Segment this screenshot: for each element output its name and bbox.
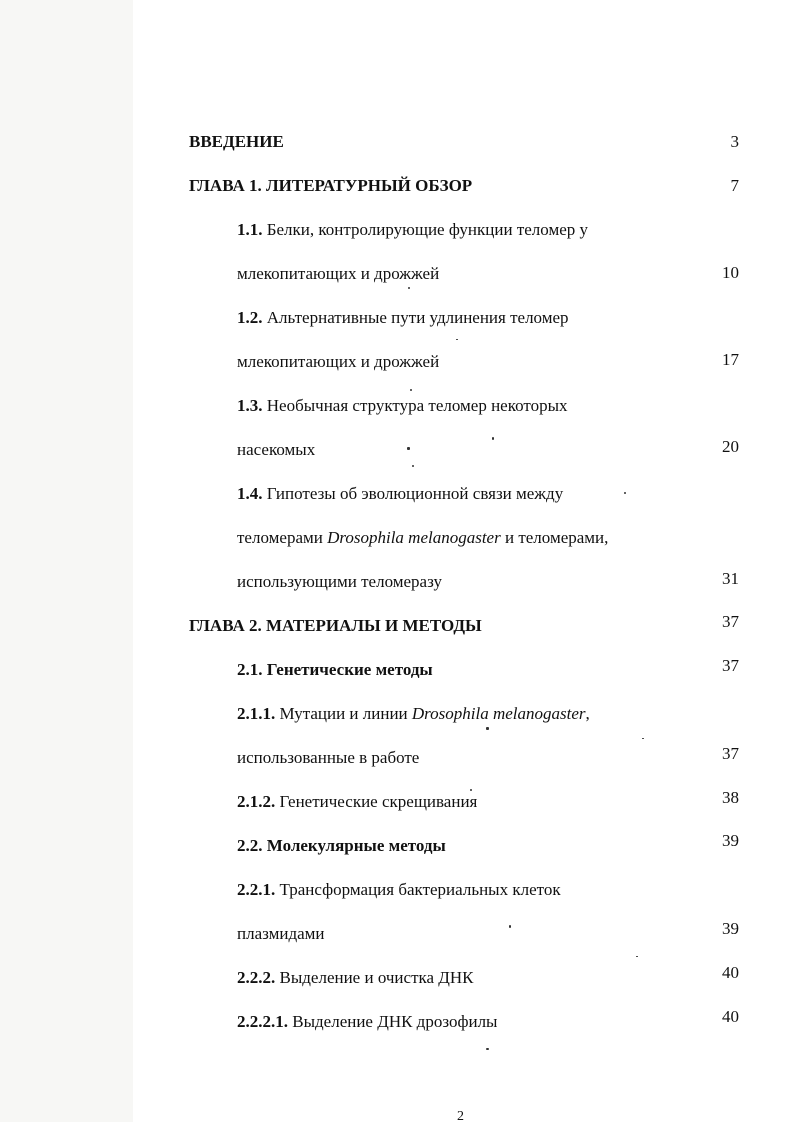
scan-speck bbox=[410, 389, 412, 391]
section-number: 2.2.2. bbox=[237, 968, 276, 987]
section-number: 1.3. bbox=[237, 396, 263, 415]
section-title: 2.2. Молекулярные методы bbox=[237, 836, 446, 855]
toc-entry-vvedenie bbox=[189, 132, 284, 152]
toc-entry-chapter-1 bbox=[189, 176, 472, 196]
toc-entry-1-3-cont bbox=[237, 440, 315, 460]
toc-entry-1-2 bbox=[237, 308, 569, 328]
section-number: 1.4. bbox=[237, 484, 263, 503]
section-title: Необычная структура теломер некоторых bbox=[262, 396, 568, 415]
section-title: Выделение и очистка ДНК bbox=[275, 968, 474, 987]
toc-page-number: 37 bbox=[722, 612, 739, 631]
section-number: 1.1. bbox=[237, 220, 263, 239]
toc-page-number: 3 bbox=[730, 132, 739, 151]
toc-entry-2-2-2-1 bbox=[237, 1012, 497, 1032]
section-title: 2.1. Генетические методы bbox=[237, 660, 433, 679]
section-title-cont: млекопитающих и дрожжей bbox=[237, 352, 440, 371]
scan-speck bbox=[624, 492, 626, 494]
section-number: 2.1.1. bbox=[237, 704, 276, 723]
toc-title: ГЛАВА 1. ЛИТЕРАТУРНЫЙ ОБЗОР bbox=[189, 176, 473, 195]
scan-speck bbox=[486, 727, 489, 730]
toc-entry-1-1-cont bbox=[237, 264, 439, 284]
section-title: Мутации и линии bbox=[275, 704, 412, 723]
toc-entry-2-1-1-cont bbox=[237, 748, 419, 768]
toc-entry-1-4 bbox=[237, 484, 563, 504]
scan-speck bbox=[412, 465, 414, 467]
scan-speck bbox=[492, 437, 494, 440]
toc-page-number: 7 bbox=[730, 176, 739, 195]
toc-entry-1-4-cont bbox=[237, 528, 608, 548]
scan-speck bbox=[407, 447, 410, 450]
scan-speck bbox=[470, 789, 472, 791]
toc-entry-2-2-2 bbox=[237, 968, 474, 988]
toc-page-number: 37 bbox=[722, 656, 739, 675]
toc-entry-1-1 bbox=[237, 220, 588, 240]
toc-entry-chapter-2 bbox=[189, 616, 482, 636]
section-title: Белки, контролирующие функции теломер у bbox=[262, 220, 589, 239]
toc-entry-2-2 bbox=[237, 836, 446, 856]
toc-page-number: 40 bbox=[722, 963, 739, 982]
section-number: 2.1.2. bbox=[237, 792, 276, 811]
section-title: Альтернативные пути удлинения теломер bbox=[262, 308, 569, 327]
scan-speck bbox=[456, 339, 458, 340]
toc-page-number: 39 bbox=[722, 831, 739, 850]
toc-entry-1-4-cont2 bbox=[237, 572, 442, 592]
scan-speck bbox=[486, 1048, 489, 1050]
toc-entry-2-1-1 bbox=[237, 704, 590, 724]
toc-page-number: 20 bbox=[722, 437, 739, 456]
section-number: 1.2. bbox=[237, 308, 263, 327]
section-title-cont: использующими теломеразу bbox=[237, 572, 442, 591]
toc-title: ГЛАВА 2. МАТЕРИАЛЫ И МЕТОДЫ bbox=[189, 616, 482, 635]
toc-entry-2-2-1-cont bbox=[237, 924, 325, 944]
section-number: 2.2.2.1. bbox=[237, 1012, 288, 1031]
scan-speck bbox=[408, 287, 410, 289]
scan-speck bbox=[636, 956, 638, 957]
species-name: Drosophila melanogaster bbox=[327, 528, 501, 547]
section-title-cont: насекомых bbox=[237, 440, 316, 459]
toc-title: ВВЕДЕНИЕ bbox=[189, 132, 284, 151]
footer-page-number: 2 bbox=[457, 1109, 464, 1124]
section-title: Генетические скрещивания bbox=[275, 792, 478, 811]
species-name: Drosophila melanogaster bbox=[411, 704, 586, 723]
section-title-cont: плазмидами bbox=[237, 924, 325, 943]
scan-speck bbox=[642, 738, 644, 739]
toc-entry-1-2-cont bbox=[237, 352, 439, 372]
toc-page-number: 40 bbox=[722, 1007, 739, 1026]
section-title-cont: млекопитающих и дрожжей bbox=[237, 264, 440, 283]
toc-page-number: 31 bbox=[722, 569, 739, 588]
toc-entry-1-3 bbox=[237, 396, 568, 416]
section-title: Трансформация бактериальных клеток bbox=[275, 880, 561, 899]
toc-page-number: 17 bbox=[722, 350, 739, 369]
section-title-cont: теломерами bbox=[237, 528, 328, 547]
toc-page-number: 37 bbox=[722, 744, 739, 763]
scan-speck bbox=[509, 925, 511, 928]
toc-page-number: 38 bbox=[722, 788, 739, 807]
section-title-cont: использованные в работе bbox=[237, 748, 420, 767]
section-number: 2.2.1. bbox=[237, 880, 276, 899]
toc-entry-2-2-1 bbox=[237, 880, 561, 900]
toc-page-number: 10 bbox=[722, 263, 739, 282]
toc-entry-2-1 bbox=[237, 660, 433, 680]
section-title: , bbox=[585, 704, 590, 723]
section-title: Выделение ДНК дрозофилы bbox=[288, 1012, 498, 1031]
toc-page-number: 39 bbox=[722, 919, 739, 938]
section-title-cont: и теломерами, bbox=[500, 528, 609, 547]
toc-entry-2-1-2 bbox=[237, 792, 477, 812]
section-title: Гипотезы об эволюционной связи между bbox=[262, 484, 564, 503]
